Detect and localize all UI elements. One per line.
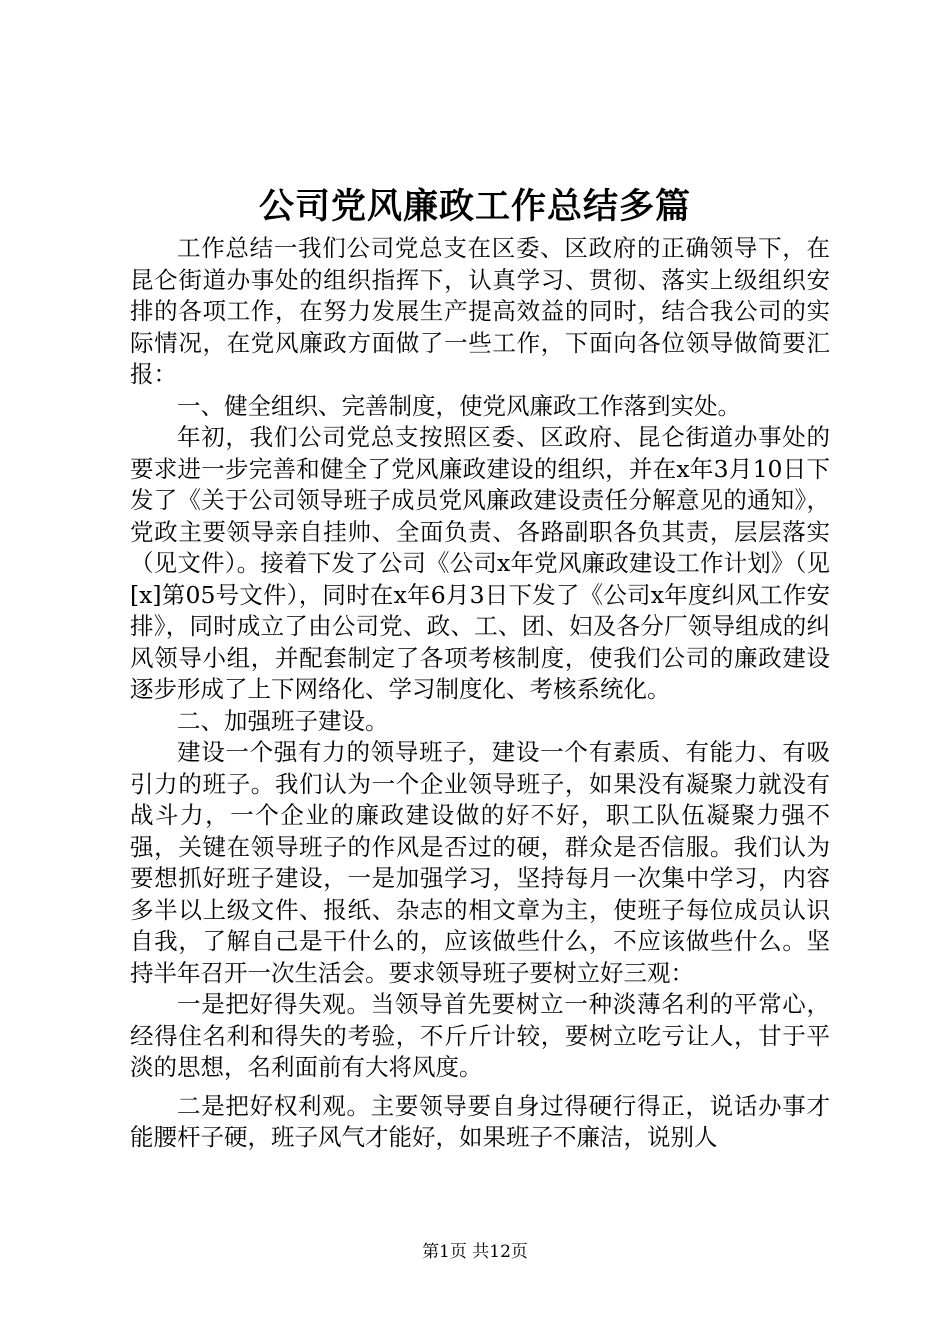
paragraph-intro: 工作总结一我们公司党总支在区委、区政府的正确领导下，在昆仑街道办事处的组织指挥下，认真学习、贯彻、落实上级组织安排的各项工作，在努力发展生产提高效益的同时，结合我公司的实际情况，在党风廉政方面做了一些工作，下面向各位领导做简要汇报： <box>130 234 830 388</box>
page-footer: 第1页 共12页 <box>422 1242 528 1262</box>
document-title: 公司党风廉政工作总结多篇 <box>258 186 691 227</box>
paragraph-power-view: 二是把好权利观。主要领导要自身过得硬行得正，说话办事才能腰杆子硬，班子风气才能好，如果班子不廉洁，说别人 <box>130 1091 830 1151</box>
paragraph-team-building: 建设一个强有力的领导班子，建设一个有素质、有能力、有吸引力的班子。我们认为一个企业领导班子，如果没有凝聚力就没有战斗力，一个企业的廉政建设做的好不好，职工队伍凝聚力强不强，关键在领导班子的作风是否过的硬，群众是否信服。我们认为要想抓好班子建设，一是加强学习，坚持每月一次集中学习，内容多半以上级文件、报纸、杂志的相文章为主，使班子每位成员认识自我，了解自己是干什么的，应该做些什么，不应该做些什么。坚持半年召开一次生活会。要求领导班子要树立好三观： <box>130 738 830 987</box>
paragraph-gain-loss-view: 一是把好得失观。当领导首先要树立一种淡薄名利的平常心，经得住名利和得失的考验，不斤斤计较，要树立吃亏让人，甘于平淡的思想，名利面前有大将风度。 <box>130 990 830 1081</box>
document-body <box>130 233 830 1154</box>
paragraph-organization: 年初，我们公司党总支按照区委、区政府、昆仑街道办事处的要求进一步完善和健全了党风廉政建设的组织，并在x年3月10日下发了《关于公司领导班子成员党风廉政建设责任分解意见的通知》，党政主要领导亲自挂帅、全面负责、各路副职各负其责，层层落实（见文件）。接着下发了公司《公司x年党风廉政建设工作计划》（见[x]第05号文件），同时在x年6月3日下发了《公司x年度纠风工作安排》，同时成立了由公司党、政、工、团、妇及各分厂领导组成的纠风领导小组，并配套制定了各项考核制度，使我们公司的廉政建设逐步形成了上下网络化、学习制度化、考核系统化。 <box>130 423 830 703</box>
section-heading-1: 一、健全组织、完善制度，使党风廉政工作落到实处。 <box>177 391 741 420</box>
section-heading-2: 二、加强班子建设。 <box>177 706 389 735</box>
